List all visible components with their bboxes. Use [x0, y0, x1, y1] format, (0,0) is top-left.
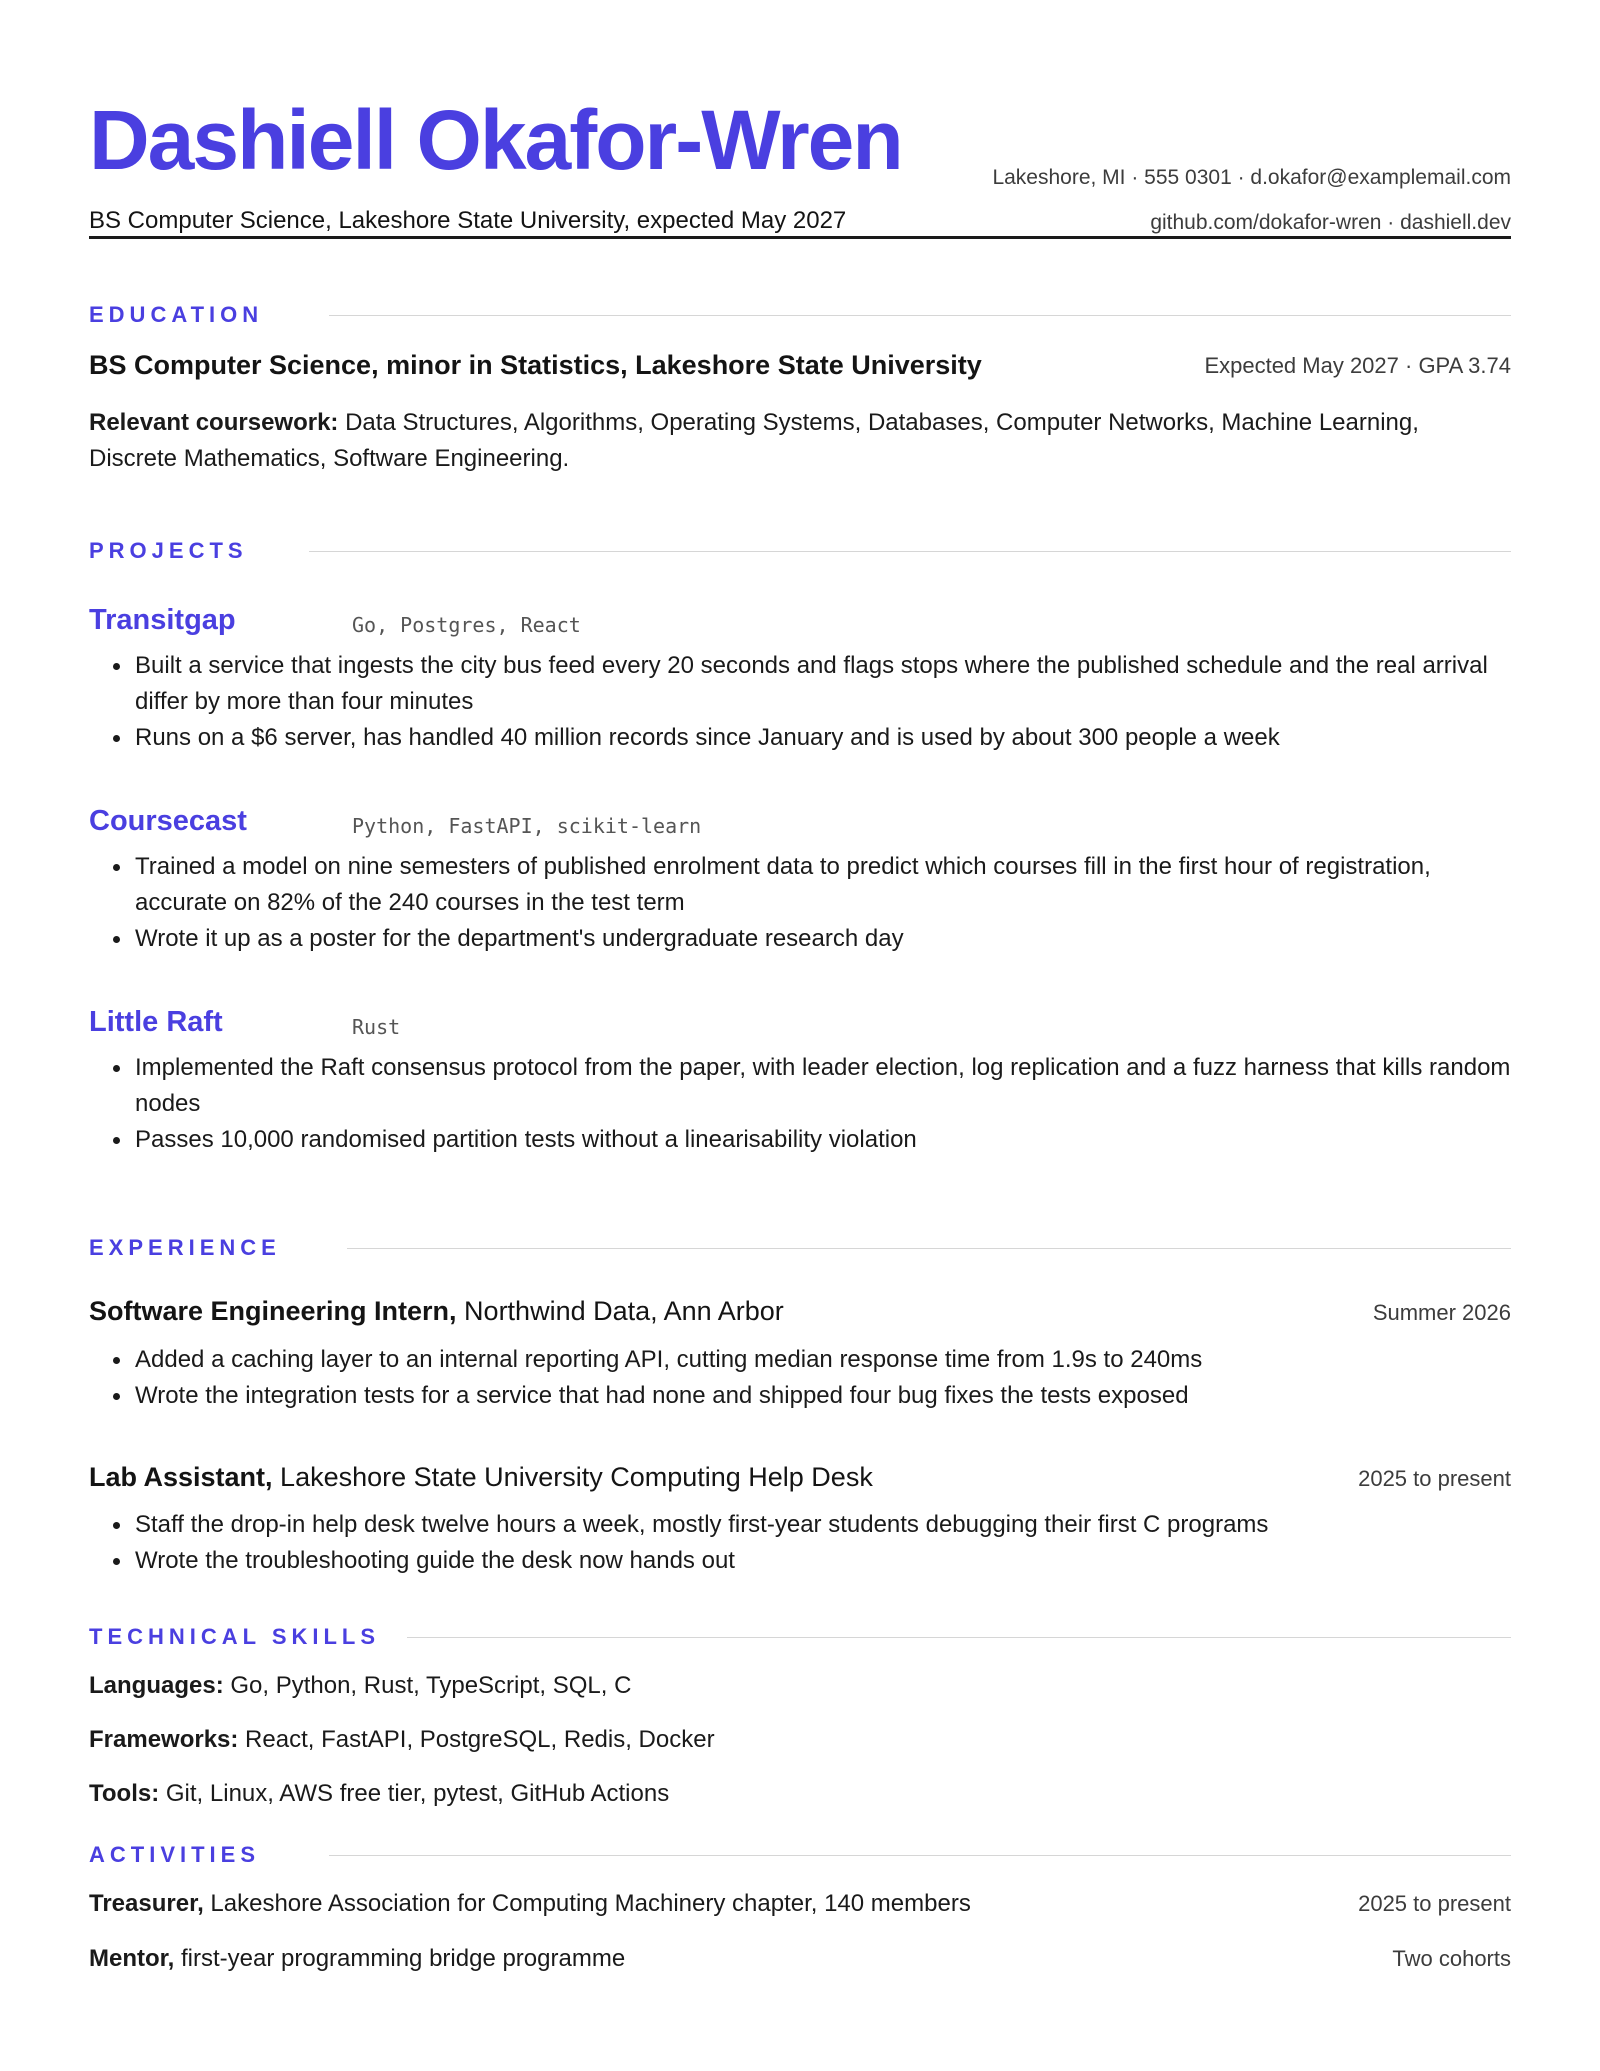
experience-title — [89, 1462, 873, 1493]
project-bullets — [89, 1050, 1511, 1158]
section-divider — [309, 551, 1511, 552]
section-divider — [329, 315, 1511, 316]
list-item: Trained a model on nine semesters of published enrolment data to predict which courses fill in the first hour of registration, accurate on 82% of the 240 courses in the test term — [89, 849, 1511, 921]
list-item: Wrote it up as a poster for the department's undergraduate research day — [89, 921, 1511, 957]
coursework-line-2: Discrete Mathematics, Software Engineering. — [89, 445, 570, 472]
activity-text — [89, 1945, 625, 1973]
coursework-line-1: Data Structures, Algorithms, Operating Systems, Databases, Computer Networks, Machine Learning, — [338, 409, 1419, 436]
experience-role: Software Engineering Intern, — [89, 1296, 457, 1326]
list-item: Passes 10,000 randomised partition tests without a linearisability violation — [89, 1122, 1511, 1158]
activity-date: 2025 to present — [1358, 1891, 1511, 1916]
project-bullets — [89, 849, 1511, 957]
section-header-activities — [89, 1840, 1511, 1870]
project-tech-stack: Go, Postgres, React — [352, 613, 581, 637]
section-title: EDUCATION — [89, 302, 264, 327]
project-name: Transitgap — [89, 604, 236, 636]
contact-line-location-phone-email: Lakeshore, MI · 555 0301 · d.okafor@examplemail.com — [992, 166, 1511, 189]
skill-label: Languages: — [89, 1672, 224, 1699]
skill-label: Tools: — [89, 1780, 160, 1807]
list-item: Built a service that ingests the city bus feed every 20 seconds and flags stops where the published schedule and the real arrival differ by more than four minutes — [89, 648, 1511, 720]
contact-line-links: github.com/dokafor-wren · dashiell.dev — [1150, 211, 1511, 234]
candidate-name: Dashiell Okafor-Wren — [89, 93, 902, 187]
list-item: Wrote the integration tests for a service that had none and shipped four bug fixes the tests exposed — [89, 1378, 1511, 1414]
experience-org: Lakeshore State University Computing Help Desk — [272, 1462, 873, 1492]
skill-label: Frameworks: — [89, 1726, 239, 1753]
resume-page — [89, 0, 1511, 2071]
skill-tools — [89, 1780, 669, 1808]
experience-role: Lab Assistant, — [89, 1462, 273, 1492]
skill-frameworks — [89, 1726, 715, 1754]
activity-role: Treasurer, — [89, 1890, 204, 1917]
experience-bullets — [89, 1342, 1511, 1414]
coursework — [89, 405, 1511, 477]
project-name: Coursecast — [89, 805, 247, 837]
list-item: Runs on a $6 server, has handled 40 million records since January and is used by about 300 people a week — [89, 720, 1511, 756]
skill-value: React, FastAPI, PostgreSQL, Redis, Docker — [238, 1726, 715, 1753]
section-header-projects — [89, 536, 1511, 566]
skill-value: Go, Python, Rust, TypeScript, SQL, C — [223, 1672, 632, 1699]
skill-value: Git, Linux, AWS free tier, pytest, GitHub Actions — [159, 1780, 670, 1807]
section-header-skills — [89, 1622, 1511, 1652]
section-title: PROJECTS — [89, 538, 248, 563]
section-divider — [347, 1248, 1511, 1249]
activity-text — [89, 1890, 971, 1918]
section-header-experience — [89, 1233, 1511, 1263]
coursework-label: Relevant coursework: — [89, 409, 339, 436]
activity-detail: first-year programming bridge programme — [174, 1945, 626, 1972]
list-item: Wrote the troubleshooting guide the desk now hands out — [89, 1543, 1511, 1579]
list-item: Implemented the Raft consensus protocol from the paper, with leader election, log replication and a fuzz harness that kills random nodes — [89, 1050, 1511, 1122]
experience-bullets — [89, 1507, 1511, 1579]
activity-date: Two cohorts — [1392, 1946, 1511, 1971]
project-tech-stack: Python, FastAPI, scikit-learn — [352, 814, 702, 838]
section-header-education — [89, 300, 1511, 330]
project-bullets — [89, 648, 1511, 756]
project-tech-stack: Rust — [352, 1015, 401, 1039]
list-item: Staff the drop-in help desk twelve hours a week, mostly first-year students debugging their first C programs — [89, 1507, 1511, 1543]
header-divider — [89, 236, 1511, 239]
experience-date: Summer 2026 — [1372, 1300, 1511, 1325]
project-name: Little Raft — [89, 1006, 223, 1038]
degree-summary: BS Computer Science, Lakeshore State University, expected May 2027 — [89, 207, 847, 234]
section-divider — [329, 1855, 1511, 1856]
section-title: EXPERIENCE — [89, 1235, 281, 1260]
education-degree: BS Computer Science, minor in Statistics, Lakeshore State University — [89, 350, 982, 380]
skill-languages — [89, 1672, 631, 1700]
section-title: ACTIVITIES — [89, 1842, 261, 1867]
section-title: TECHNICAL SKILLS — [89, 1624, 381, 1649]
education-meta: Expected May 2027 · GPA 3.74 — [1204, 353, 1511, 378]
activity-role: Mentor, — [89, 1945, 175, 1972]
section-divider — [407, 1637, 1511, 1638]
experience-date: 2025 to present — [1358, 1466, 1511, 1491]
list-item: Added a caching layer to an internal reporting API, cutting median response time from 1.9s to 240ms — [89, 1342, 1511, 1378]
experience-title — [89, 1296, 784, 1327]
experience-org: Northwind Data, Ann Arbor — [456, 1296, 784, 1326]
activity-detail: Lakeshore Association for Computing Machinery chapter, 140 members — [203, 1890, 971, 1917]
